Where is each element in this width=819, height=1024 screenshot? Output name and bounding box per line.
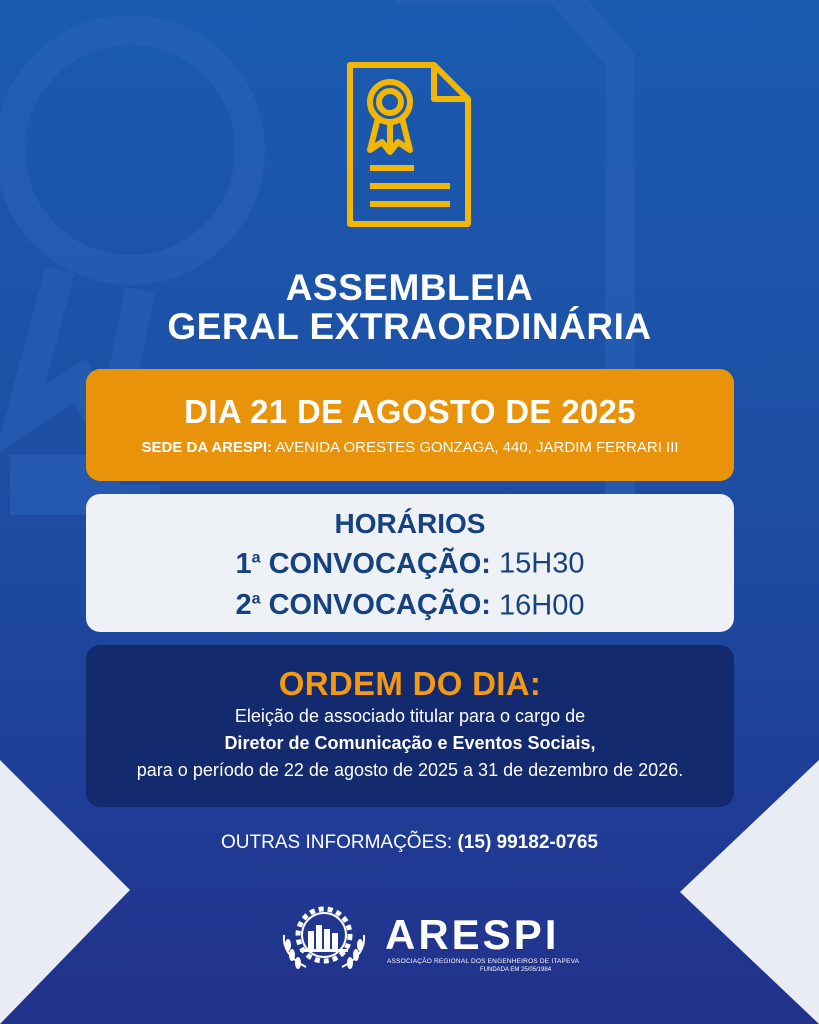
order-box — [86, 645, 734, 807]
order-line-2: Diretor de Comunicação e Eventos Sociais, — [224, 733, 596, 753]
first-call-ordinal: a — [251, 549, 261, 566]
contact-label: OUTRAS INFORMAÇÕES: — [221, 832, 453, 853]
first-call-time: 15H30 — [499, 547, 585, 580]
first-call-row — [86, 540, 734, 582]
logo-name: ARESPI — [385, 911, 560, 958]
second-call-ordinal: a — [251, 590, 261, 608]
date-box — [86, 369, 734, 481]
order-title: ORDEM DO DIA: — [278, 665, 542, 702]
arespi-emblem-icon — [276, 905, 372, 973]
page-title — [0, 268, 819, 346]
logo-founded: FUNDADA EM 25/05/1984 — [480, 967, 552, 973]
title-line-2: GERAL EXTRAORDINÁRIA — [167, 306, 652, 347]
second-call-row — [86, 582, 734, 624]
certificate-document-icon — [340, 60, 476, 232]
title-line-1: ASSEMBLEIA — [285, 267, 534, 308]
contact-phone: (15) 99182-0765 — [457, 832, 598, 853]
event-date: DIA 21 DE AGOSTO DE 2025 — [184, 393, 636, 430]
first-call-number: 1 — [235, 547, 252, 580]
second-call-number: 2 — [235, 589, 252, 622]
hours-title: HORÁRIOS — [334, 508, 486, 539]
order-line-1: Eleição de associado titular para o cargo de — [234, 706, 586, 726]
second-call-time: 16H00 — [499, 589, 585, 622]
location-label: SEDE DA ARESPI: — [141, 439, 273, 456]
logo-subtitle: ASSOCIAÇÃO REGIONAL DOS ENGENHEIROS DE ITAPEVA — [387, 958, 580, 965]
first-call-label: CONVOCAÇÃO: — [268, 547, 491, 580]
order-line-3: para o período de 22 de agosto de 2025 a 31 de dezembro de 2026. — [136, 760, 684, 780]
contact-info — [0, 831, 819, 855]
location-address: AVENIDA ORESTES GONZAGA, 440, JARDIM FERRARI III — [275, 439, 679, 456]
hours-box — [86, 494, 734, 632]
second-call-label: CONVOCAÇÃO: — [268, 589, 491, 622]
event-location — [86, 439, 734, 457]
